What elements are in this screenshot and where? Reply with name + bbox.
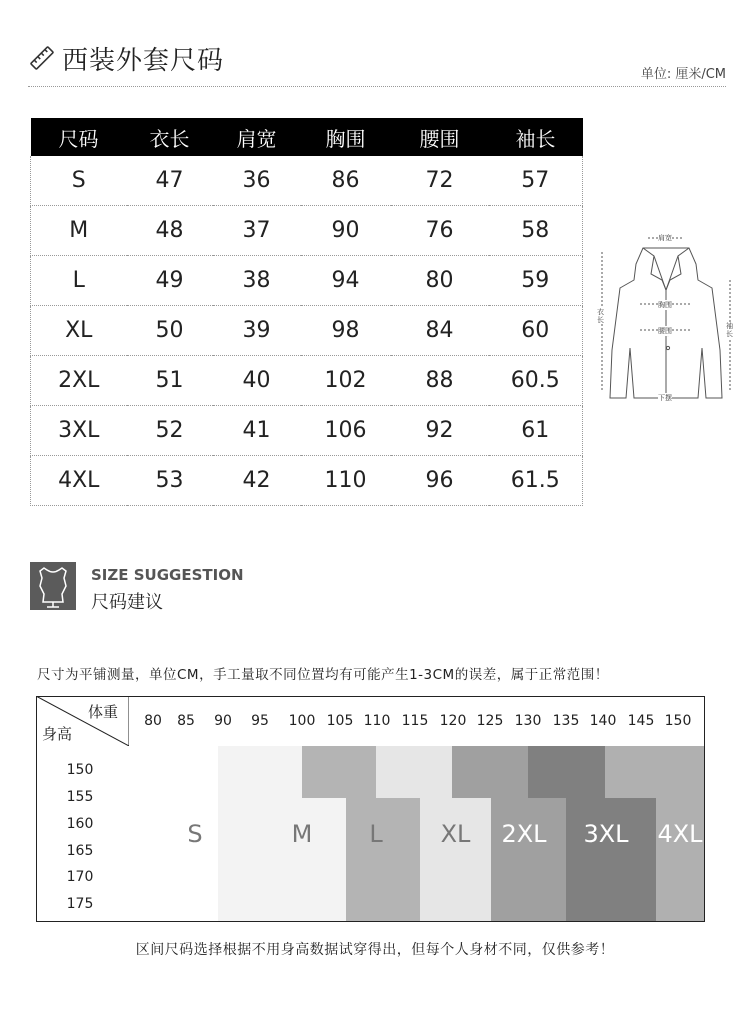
size-row xyxy=(31,456,583,506)
cell-waist: 80 xyxy=(391,256,489,306)
size-table-header xyxy=(31,118,583,156)
cell-length: 49 xyxy=(127,256,213,306)
cell-chest: 110 xyxy=(301,456,391,506)
weight-tick: 130 xyxy=(514,713,542,729)
cell-shoulder: 40 xyxy=(213,356,301,406)
cell-shoulder: 38 xyxy=(213,256,301,306)
weight-tick: 150 xyxy=(664,713,692,729)
weight-tick: 135 xyxy=(552,713,580,729)
cell-size: 4XL xyxy=(31,456,127,506)
weight-tick: 85 xyxy=(177,713,195,729)
weight-tick: 105 xyxy=(326,713,354,729)
height-axis-label: 身高 xyxy=(42,725,73,743)
cell-waist: 76 xyxy=(391,206,489,256)
weight-tick: 90 xyxy=(214,713,232,729)
col-header-waist: 腰围 xyxy=(391,118,489,156)
cell-sleeve: 58 xyxy=(489,206,583,256)
height-tick: 150 xyxy=(66,762,94,778)
cell-chest: 90 xyxy=(301,206,391,256)
size-row xyxy=(31,156,583,206)
weight-tick: 100 xyxy=(288,713,316,729)
cell-length: 51 xyxy=(127,356,213,406)
size-zone-label: 3XL xyxy=(583,820,629,848)
chart-frame xyxy=(36,696,705,922)
height-tick: 170 xyxy=(66,869,94,885)
cell-size: L xyxy=(31,256,127,306)
cell-sleeve: 61 xyxy=(489,406,583,456)
measurement-note: 尺寸为平铺测量，单位CM，手工量取不同位置均有可能产生1-3CM的误差，属于正常范围！ xyxy=(37,667,609,683)
disclaimer-note: 区间尺码选择根据不用身高数据试穿得出，但每个人身材不同，仅供参考！ xyxy=(135,942,615,958)
weight-tick: 145 xyxy=(627,713,655,729)
suggestion-title-en: SIZE SUGGESTION xyxy=(91,566,244,584)
diagram-label-length: 衣长 xyxy=(597,308,604,324)
page-title: 西装外套尺码 xyxy=(62,46,225,76)
diagram-label-chest: 胸围 xyxy=(658,301,672,309)
diagram-label-waist: 腰围 xyxy=(658,327,672,335)
unit-label: 单位: 厘米/CM xyxy=(640,67,726,82)
size-table xyxy=(30,118,583,506)
size-row xyxy=(31,306,583,356)
cell-waist: 84 xyxy=(391,306,489,356)
diagram-label-shoulder: 肩宽 xyxy=(658,234,672,242)
cell-size: XL xyxy=(31,306,127,356)
size-zone-label: 2XL xyxy=(501,820,547,848)
cell-waist: 88 xyxy=(391,356,489,406)
weight-axis-label: 体重 xyxy=(88,703,119,721)
suggestion-title-cn: 尺码建议 xyxy=(91,592,163,613)
col-header-length: 衣长 xyxy=(127,118,213,156)
cell-sleeve: 60.5 xyxy=(489,356,583,406)
size-zone-label: S xyxy=(187,820,203,848)
cell-length: 48 xyxy=(127,206,213,256)
weight-tick: 120 xyxy=(439,713,467,729)
cell-size: M xyxy=(31,206,127,256)
cell-size: 2XL xyxy=(31,356,127,406)
cell-waist: 92 xyxy=(391,406,489,456)
col-header-size: 尺码 xyxy=(31,118,127,156)
weight-tick: 125 xyxy=(476,713,504,729)
cell-chest: 102 xyxy=(301,356,391,406)
cell-shoulder: 36 xyxy=(213,156,301,206)
col-header-sleeve: 袖长 xyxy=(489,118,583,156)
cell-sleeve: 57 xyxy=(489,156,583,206)
size-row xyxy=(31,256,583,306)
size-zone-label: L xyxy=(369,820,383,848)
cell-chest: 98 xyxy=(301,306,391,356)
weight-tick: 110 xyxy=(363,713,391,729)
cell-waist: 72 xyxy=(391,156,489,206)
cell-length: 47 xyxy=(127,156,213,206)
cell-chest: 94 xyxy=(301,256,391,306)
cell-shoulder: 39 xyxy=(213,306,301,356)
ruler-pencil-icon xyxy=(28,44,56,72)
height-tick: 165 xyxy=(66,843,94,859)
col-header-shoulder: 肩宽 xyxy=(213,118,301,156)
cell-length: 53 xyxy=(127,456,213,506)
cell-sleeve: 60 xyxy=(489,306,583,356)
cell-sleeve: 59 xyxy=(489,256,583,306)
size-zone-label: M xyxy=(291,820,313,848)
cell-shoulder: 37 xyxy=(213,206,301,256)
cell-size: S xyxy=(31,156,127,206)
height-tick: 155 xyxy=(66,789,94,805)
cell-chest: 86 xyxy=(301,156,391,206)
weight-tick: 115 xyxy=(401,713,429,729)
size-row xyxy=(31,406,583,456)
mannequin-icon xyxy=(30,562,76,610)
cell-size: 3XL xyxy=(31,406,127,456)
cell-waist: 96 xyxy=(391,456,489,506)
size-zone-label: XL xyxy=(440,820,471,848)
cell-shoulder: 42 xyxy=(213,456,301,506)
cell-length: 52 xyxy=(127,406,213,456)
weight-tick: 95 xyxy=(251,713,269,729)
header-divider xyxy=(28,86,726,87)
size-row xyxy=(31,356,583,406)
cell-shoulder: 41 xyxy=(213,406,301,456)
jacket-diagram xyxy=(596,230,736,405)
col-header-chest: 胸围 xyxy=(301,118,391,156)
cell-length: 50 xyxy=(127,306,213,356)
diagram-label-hem: 下摆 xyxy=(658,394,672,402)
size-row xyxy=(31,206,583,256)
size-zone-label: 4XL xyxy=(657,820,703,848)
diagram-label-sleeve: 袖长 xyxy=(726,322,733,338)
cell-sleeve: 61.5 xyxy=(489,456,583,506)
height-tick: 160 xyxy=(66,816,94,832)
weight-tick: 80 xyxy=(144,713,162,729)
weight-tick: 140 xyxy=(589,713,617,729)
cell-chest: 106 xyxy=(301,406,391,456)
height-tick: 175 xyxy=(66,896,94,912)
